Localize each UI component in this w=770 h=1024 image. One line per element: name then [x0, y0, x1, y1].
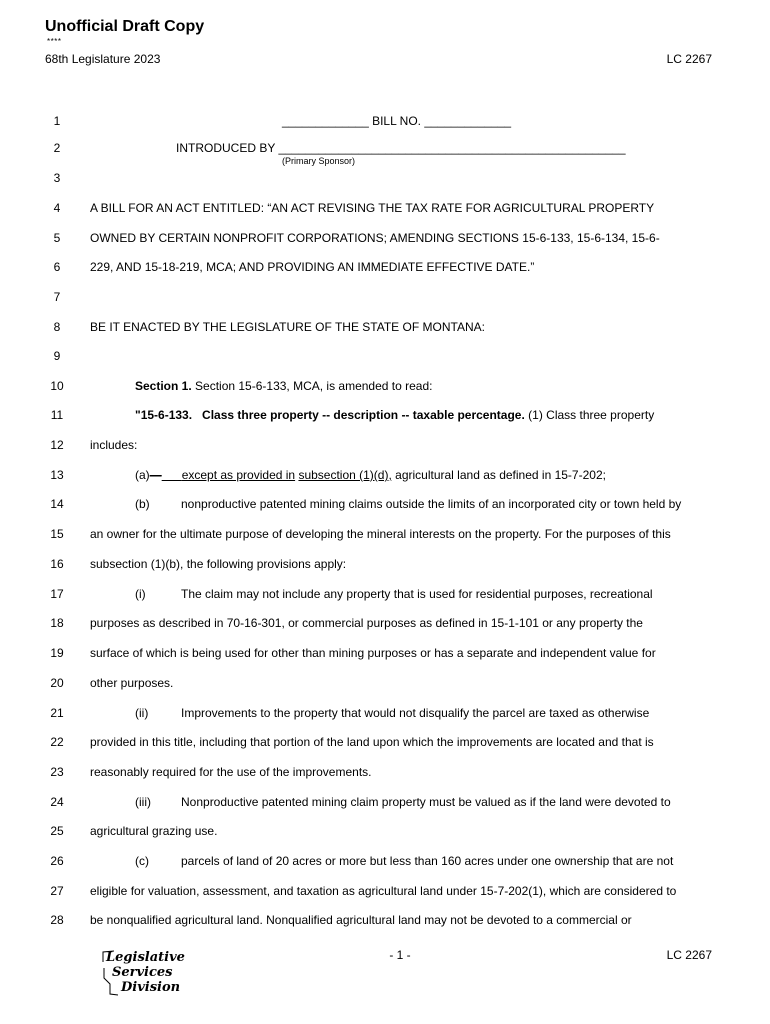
line-22: [0, 734, 770, 750]
line-number: 19: [50, 646, 64, 660]
clause-label: (c): [135, 854, 149, 868]
logo-line: Legislative: [106, 950, 185, 965]
body-text: be nonqualified agricultural land. Nonqualified agricultural land may not be devoted to a commercial or: [90, 913, 632, 927]
bill-title-text: A BILL FOR AN ACT ENTITLED: “AN ACT REVISING THE TAX RATE FOR AGRICULTURAL PROPERTY: [90, 201, 655, 215]
line-number: 8: [53, 320, 61, 334]
body-text: other purposes.: [90, 676, 174, 690]
line-number: 21: [50, 706, 64, 720]
line-20: [0, 675, 770, 691]
statute-text: (1) Class three property: [524, 408, 655, 422]
line-number: 17: [50, 587, 64, 601]
body-text: subsection (1)(b), the following provisions apply:: [90, 557, 347, 571]
body-text: provided in this title, including that portion of the land upon which the improvements are located and that is: [90, 735, 654, 749]
line-23: [0, 764, 770, 780]
logo-line: Division: [121, 980, 181, 995]
draft-title: Unofficial Draft Copy: [45, 18, 205, 35]
line-21: [0, 705, 770, 721]
struck-text: —: [149, 468, 162, 482]
footer-lc-number: LC 2267: [666, 948, 712, 962]
clause-label: (b): [135, 497, 150, 511]
clause-text: agricultural land as defined in 15-7-202;: [391, 468, 606, 482]
body-text: an owner for the ultimate purpose of developing the mineral interests on the property. For the purposes of this: [90, 527, 671, 541]
clause-label: (ii): [135, 706, 149, 720]
statute-title: "15-6-133. Class three property -- description -- taxable percentage.: [135, 408, 525, 422]
line-number: 12: [50, 438, 64, 452]
line-number: 20: [50, 676, 64, 690]
body-text: reasonably required for the use of the improvements.: [90, 765, 372, 779]
line-6: [0, 259, 770, 275]
bill-title-text: OWNED BY CERTAIN NONPROFIT CORPORATIONS; AMENDING SECTIONS 15-6-133, 15-6-134, 15-6-: [90, 231, 660, 245]
line-13: [0, 467, 770, 483]
line-number: 11: [50, 408, 64, 422]
inserted-text: except as provided in: [181, 468, 296, 482]
lc-number: LC 2267: [666, 52, 712, 66]
clause-text: Nonproductive patented mining claim property must be valued as if the land were devoted to: [181, 795, 671, 809]
line-15: [0, 526, 770, 542]
line-number: 6: [53, 260, 61, 274]
bill-number: _____________ BILL NO. _____________: [282, 114, 512, 128]
line-4: [0, 200, 770, 216]
clause-label: (i): [135, 587, 146, 601]
line-16: [0, 556, 770, 572]
line-24: [0, 794, 770, 810]
line-9: [0, 348, 770, 364]
clause-text: The claim may not include any property that is used for residential purposes, recreational: [181, 587, 653, 601]
line-number: 15: [50, 527, 64, 541]
inserted-space: [162, 468, 182, 482]
line-3: [0, 170, 770, 186]
clause-text: parcels of land of 20 acres or more but less than 160 acres under one ownership that are not: [181, 854, 674, 868]
line-number: 16: [50, 557, 64, 571]
body-text: agricultural grazing use.: [90, 824, 218, 838]
section-heading: [135, 378, 432, 394]
line-11: [0, 407, 770, 423]
line-14: [0, 496, 770, 512]
line-10: [0, 378, 770, 394]
inserted-text: subsection (1)(d),: [298, 468, 392, 482]
line-number: 2: [53, 141, 61, 155]
line-26: [0, 853, 770, 869]
clause-text: Improvements to the property that would not disqualify the parcel are taxed as otherwise: [181, 706, 650, 720]
body-text: purposes as described in 70-16-301, or commercial purposes as defined in 15-1-101 or any property the: [90, 616, 643, 630]
line-7: [0, 289, 770, 305]
line-25: [0, 823, 770, 839]
line-1: [0, 113, 770, 129]
body-text: includes:: [90, 438, 138, 452]
line-number: 28: [50, 913, 64, 927]
amended-clause: [135, 467, 606, 483]
clause-label: (iii): [135, 795, 151, 809]
line-number: 18: [50, 616, 64, 630]
line-number: 27: [50, 884, 64, 898]
line-number: 25: [50, 824, 64, 838]
bill-title-text: 229, AND 15-18-219, MCA; AND PROVIDING AN IMMEDIATE EFFECTIVE DATE.”: [90, 260, 535, 274]
body-text: surface of which is being used for other than mining purposes or has a separate and independent value for: [90, 646, 656, 660]
section-text: Section 15-6-133, MCA, is amended to read:: [191, 379, 433, 393]
line-number: 1: [53, 114, 61, 128]
line-12: [0, 437, 770, 453]
clause-text: nonproductive patented mining claims outside the limits of an incorporated city or town held by: [181, 497, 682, 511]
draft-stars: ****: [47, 37, 62, 46]
line-number: 3: [53, 171, 61, 185]
line-number: 7: [53, 290, 61, 304]
primary-sponsor-label: (Primary Sponsor): [282, 156, 356, 166]
introduced-by: INTRODUCED BY ____________________________________________________: [176, 141, 626, 155]
section-label: Section 1.: [135, 379, 192, 393]
line-number: 5: [53, 231, 61, 245]
line-number: 26: [50, 854, 64, 868]
line-18: [0, 615, 770, 631]
clause-label: (a): [135, 468, 150, 482]
logo-line: Services: [112, 965, 173, 980]
line-28: [0, 912, 770, 928]
page-number: - 1 -: [389, 948, 411, 962]
line-17: [0, 586, 770, 602]
line-8: [0, 319, 770, 335]
line-number: 24: [50, 795, 64, 809]
line-number: 10: [50, 379, 64, 393]
legislature-label: 68th Legislature 2023: [45, 52, 161, 66]
line-number: 13: [50, 468, 64, 482]
body-text: eligible for valuation, assessment, and taxation as agricultural land under 15-7-202(1), which are considered to: [90, 884, 677, 898]
enacting-clause: BE IT ENACTED BY THE LEGISLATURE OF THE STATE OF MONTANA:: [90, 320, 485, 334]
line-number: 9: [53, 349, 61, 363]
line-5: [0, 230, 770, 246]
line-number: 23: [50, 765, 64, 779]
line-27: [0, 883, 770, 899]
line-19: [0, 645, 770, 661]
line-number: 14: [50, 497, 64, 511]
line-2: [0, 140, 770, 156]
line-number: 4: [53, 201, 61, 215]
statute-heading: [135, 407, 654, 423]
line-number: 22: [50, 735, 64, 749]
